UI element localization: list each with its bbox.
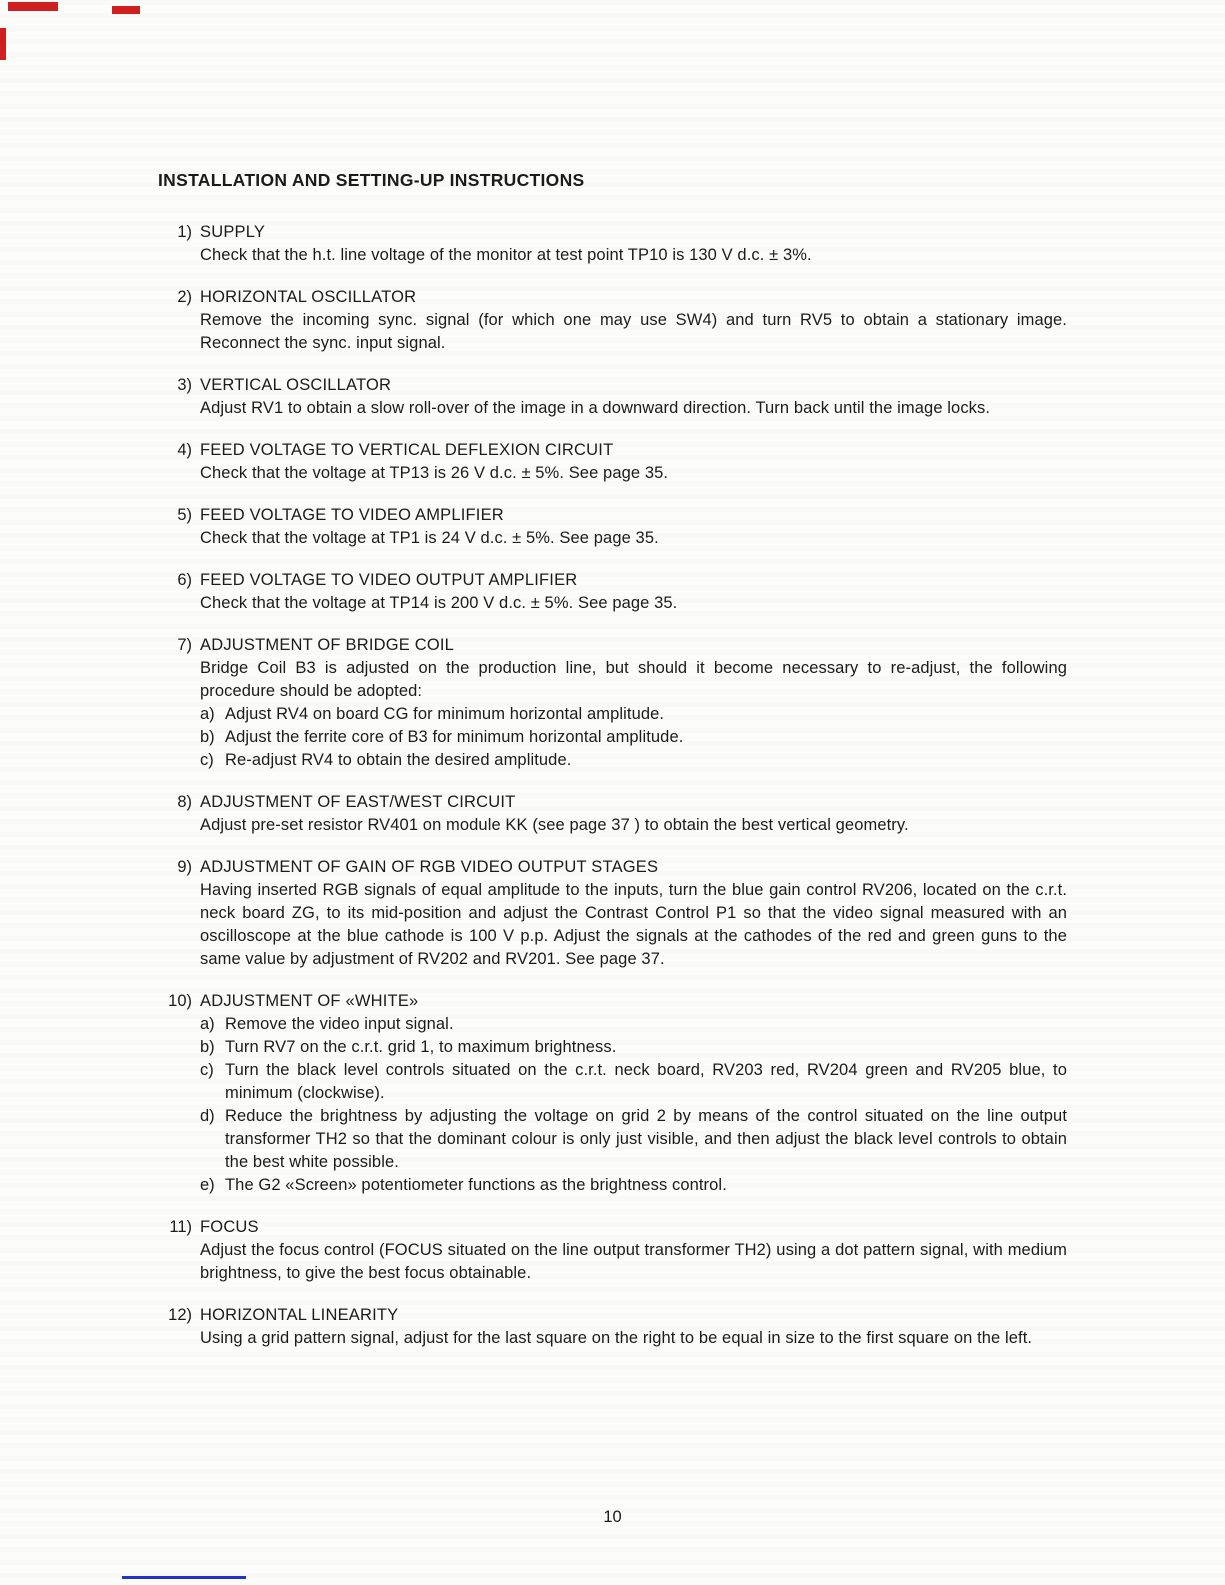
section-paragraph: Bridge Coil B3 is adjusted on the production line, but should it become necessary to re-adjust, the following procedure should be adopted:: [200, 659, 1067, 700]
section-subitem: [200, 1105, 1067, 1174]
section-heading: ADJUSTMENT OF GAIN OF RGB VIDEO OUTPUT STAGES: [200, 858, 659, 876]
instruction-section: [158, 1216, 1067, 1285]
instruction-section: [158, 569, 1067, 615]
section-number: 5): [177, 506, 192, 524]
section-content: [200, 856, 1067, 971]
instruction-section: [158, 286, 1067, 355]
section-content: [200, 286, 1067, 355]
section-heading: ADJUSTMENT OF EAST/WEST CIRCUIT: [200, 793, 516, 811]
section-number: 1): [177, 223, 192, 241]
section-content: [200, 504, 1067, 550]
section-number: 7): [177, 636, 192, 654]
section-content: [200, 634, 1067, 772]
scan-artifact-red: [8, 2, 58, 11]
section-content: [200, 439, 1067, 485]
section-number: 11): [169, 1218, 192, 1236]
section-heading: FOCUS: [200, 1218, 259, 1236]
instruction-section: [158, 791, 1067, 837]
subitem-label: a): [200, 1015, 215, 1033]
subitem-text: Turn RV7 on the c.r.t. grid 1, to maximum brightness.: [225, 1038, 617, 1056]
section-number: 10): [168, 992, 192, 1010]
page-title: INSTALLATION AND SETTING-UP INSTRUCTIONS: [158, 170, 585, 190]
subitem-label: a): [200, 705, 215, 723]
scan-artifact-red: [0, 28, 6, 60]
section-heading: FEED VOLTAGE TO VIDEO OUTPUT AMPLIFIER: [200, 571, 578, 589]
page-number: 10: [603, 1508, 622, 1526]
section-heading: FEED VOLTAGE TO VIDEO AMPLIFIER: [200, 506, 504, 524]
instruction-section: [158, 504, 1067, 550]
instruction-section: [158, 634, 1067, 772]
subitem-text: Turn the black level controls situated on the c.r.t. neck board, RV203 red, RV204 green and RV205 blue, to minimum (clockwise).: [225, 1061, 1067, 1102]
section-subitem: [200, 749, 1067, 772]
instruction-section: [158, 990, 1067, 1197]
section-subitem: [200, 1036, 1067, 1059]
section-subitem: [200, 726, 1067, 749]
instructions-list: [158, 221, 1067, 1350]
section-number: 8): [177, 793, 192, 811]
section-paragraph: Adjust RV1 to obtain a slow roll-over of the image in a downward direction. Turn back until the image locks.: [200, 399, 991, 417]
section-number: 6): [177, 571, 192, 589]
section-number: 9): [177, 858, 192, 876]
section-paragraph: Adjust pre-set resistor RV401 on module KK (see page 37 ) to obtain the best vertical geometry.: [200, 816, 909, 834]
section-paragraph: Check that the voltage at TP13 is 26 V d.c. ± 5%. See page 35.: [200, 464, 669, 482]
subitem-text: Remove the video input signal.: [225, 1015, 454, 1033]
section-content: [200, 1216, 1067, 1285]
subitem-text: The G2 «Screen» potentiometer functions as the brightness control.: [225, 1176, 727, 1194]
subitem-label: b): [200, 728, 215, 746]
section-heading: SUPPLY: [200, 223, 266, 241]
section-paragraph: Adjust the focus control (FOCUS situated on the line output transformer TH2) using a dot pattern signal, with medium brightness, to give the best focus obtainable.: [200, 1241, 1067, 1282]
section-heading: HORIZONTAL OSCILLATOR: [200, 288, 417, 306]
subitem-label: d): [200, 1107, 215, 1125]
instruction-section: [158, 374, 1067, 420]
instruction-section: [158, 856, 1067, 971]
subitem-text: Reduce the brightness by adjusting the voltage on grid 2 by means of the control situated on the line output transformer TH2 so that the dominant colour is only just visible, and then adjust the black level controls to obtain the best white possible.: [225, 1107, 1067, 1171]
section-number: 4): [177, 441, 192, 459]
section-content: [200, 990, 1067, 1197]
subitem-text: Adjust RV4 on board CG for minimum horizontal amplitude.: [225, 705, 665, 723]
subitem-label: c): [200, 1061, 214, 1079]
section-paragraph: Check that the h.t. line voltage of the monitor at test point TP10 is 130 V d.c. ± 3%.: [200, 246, 812, 264]
section-paragraph: Check that the voltage at TP14 is 200 V d.c. ± 5%. See page 35.: [200, 594, 678, 612]
section-subitem: [200, 1174, 1067, 1197]
section-paragraph: Having inserted RGB signals of equal amplitude to the inputs, turn the blue gain control RV206, located on the c.r.t. neck board ZG, to its mid-position and adjust the Contrast Control P1 so that the video signal measured with an oscilloscope at the blue cathode is 100 V p.p. Adjust the signals at the cathodes of the red and green guns to the same value by adjustment of RV202 and RV201. See page 37.: [200, 881, 1067, 968]
subitem-label: b): [200, 1038, 215, 1056]
section-paragraph: Remove the incoming sync. signal (for which one may use SW4) and turn RV5 to obtain a stationary image. Reconnect the sync. input signal.: [200, 311, 1067, 352]
section-content: [200, 791, 1067, 837]
section-heading: HORIZONTAL LINEARITY: [200, 1306, 399, 1324]
scan-artifact-red: [112, 6, 140, 14]
section-subitem: [200, 703, 1067, 726]
section-subitem: [200, 1013, 1067, 1036]
subitem-text: Re-adjust RV4 to obtain the desired amplitude.: [225, 751, 572, 769]
section-heading: ADJUSTMENT OF «WHITE»: [200, 992, 419, 1010]
section-number: 2): [177, 288, 192, 306]
section-heading: VERTICAL OSCILLATOR: [200, 376, 392, 394]
section-subitem: [200, 1059, 1067, 1105]
section-number: 3): [177, 376, 192, 394]
instruction-section: [158, 221, 1067, 267]
instruction-section: [158, 1304, 1067, 1350]
section-content: [200, 221, 1067, 267]
section-content: [200, 569, 1067, 615]
section-paragraph: Using a grid pattern signal, adjust for the last square on the right to be equal in size to the first square on the left.: [200, 1329, 1033, 1347]
section-content: [200, 1304, 1067, 1350]
section-heading: ADJUSTMENT OF BRIDGE COIL: [200, 636, 455, 654]
subitem-label: e): [200, 1176, 215, 1194]
instruction-section: [158, 439, 1067, 485]
section-paragraph: Check that the voltage at TP1 is 24 V d.c. ± 5%. See page 35.: [200, 529, 659, 547]
subitem-text: Adjust the ferrite core of B3 for minimum horizontal amplitude.: [225, 728, 684, 746]
section-number: 12): [168, 1306, 192, 1324]
scan-artifact-blue-line: [122, 1576, 246, 1579]
subitem-label: c): [200, 751, 214, 769]
section-content: [200, 374, 1067, 420]
section-heading: FEED VOLTAGE TO VERTICAL DEFLEXION CIRCUIT: [200, 441, 614, 459]
